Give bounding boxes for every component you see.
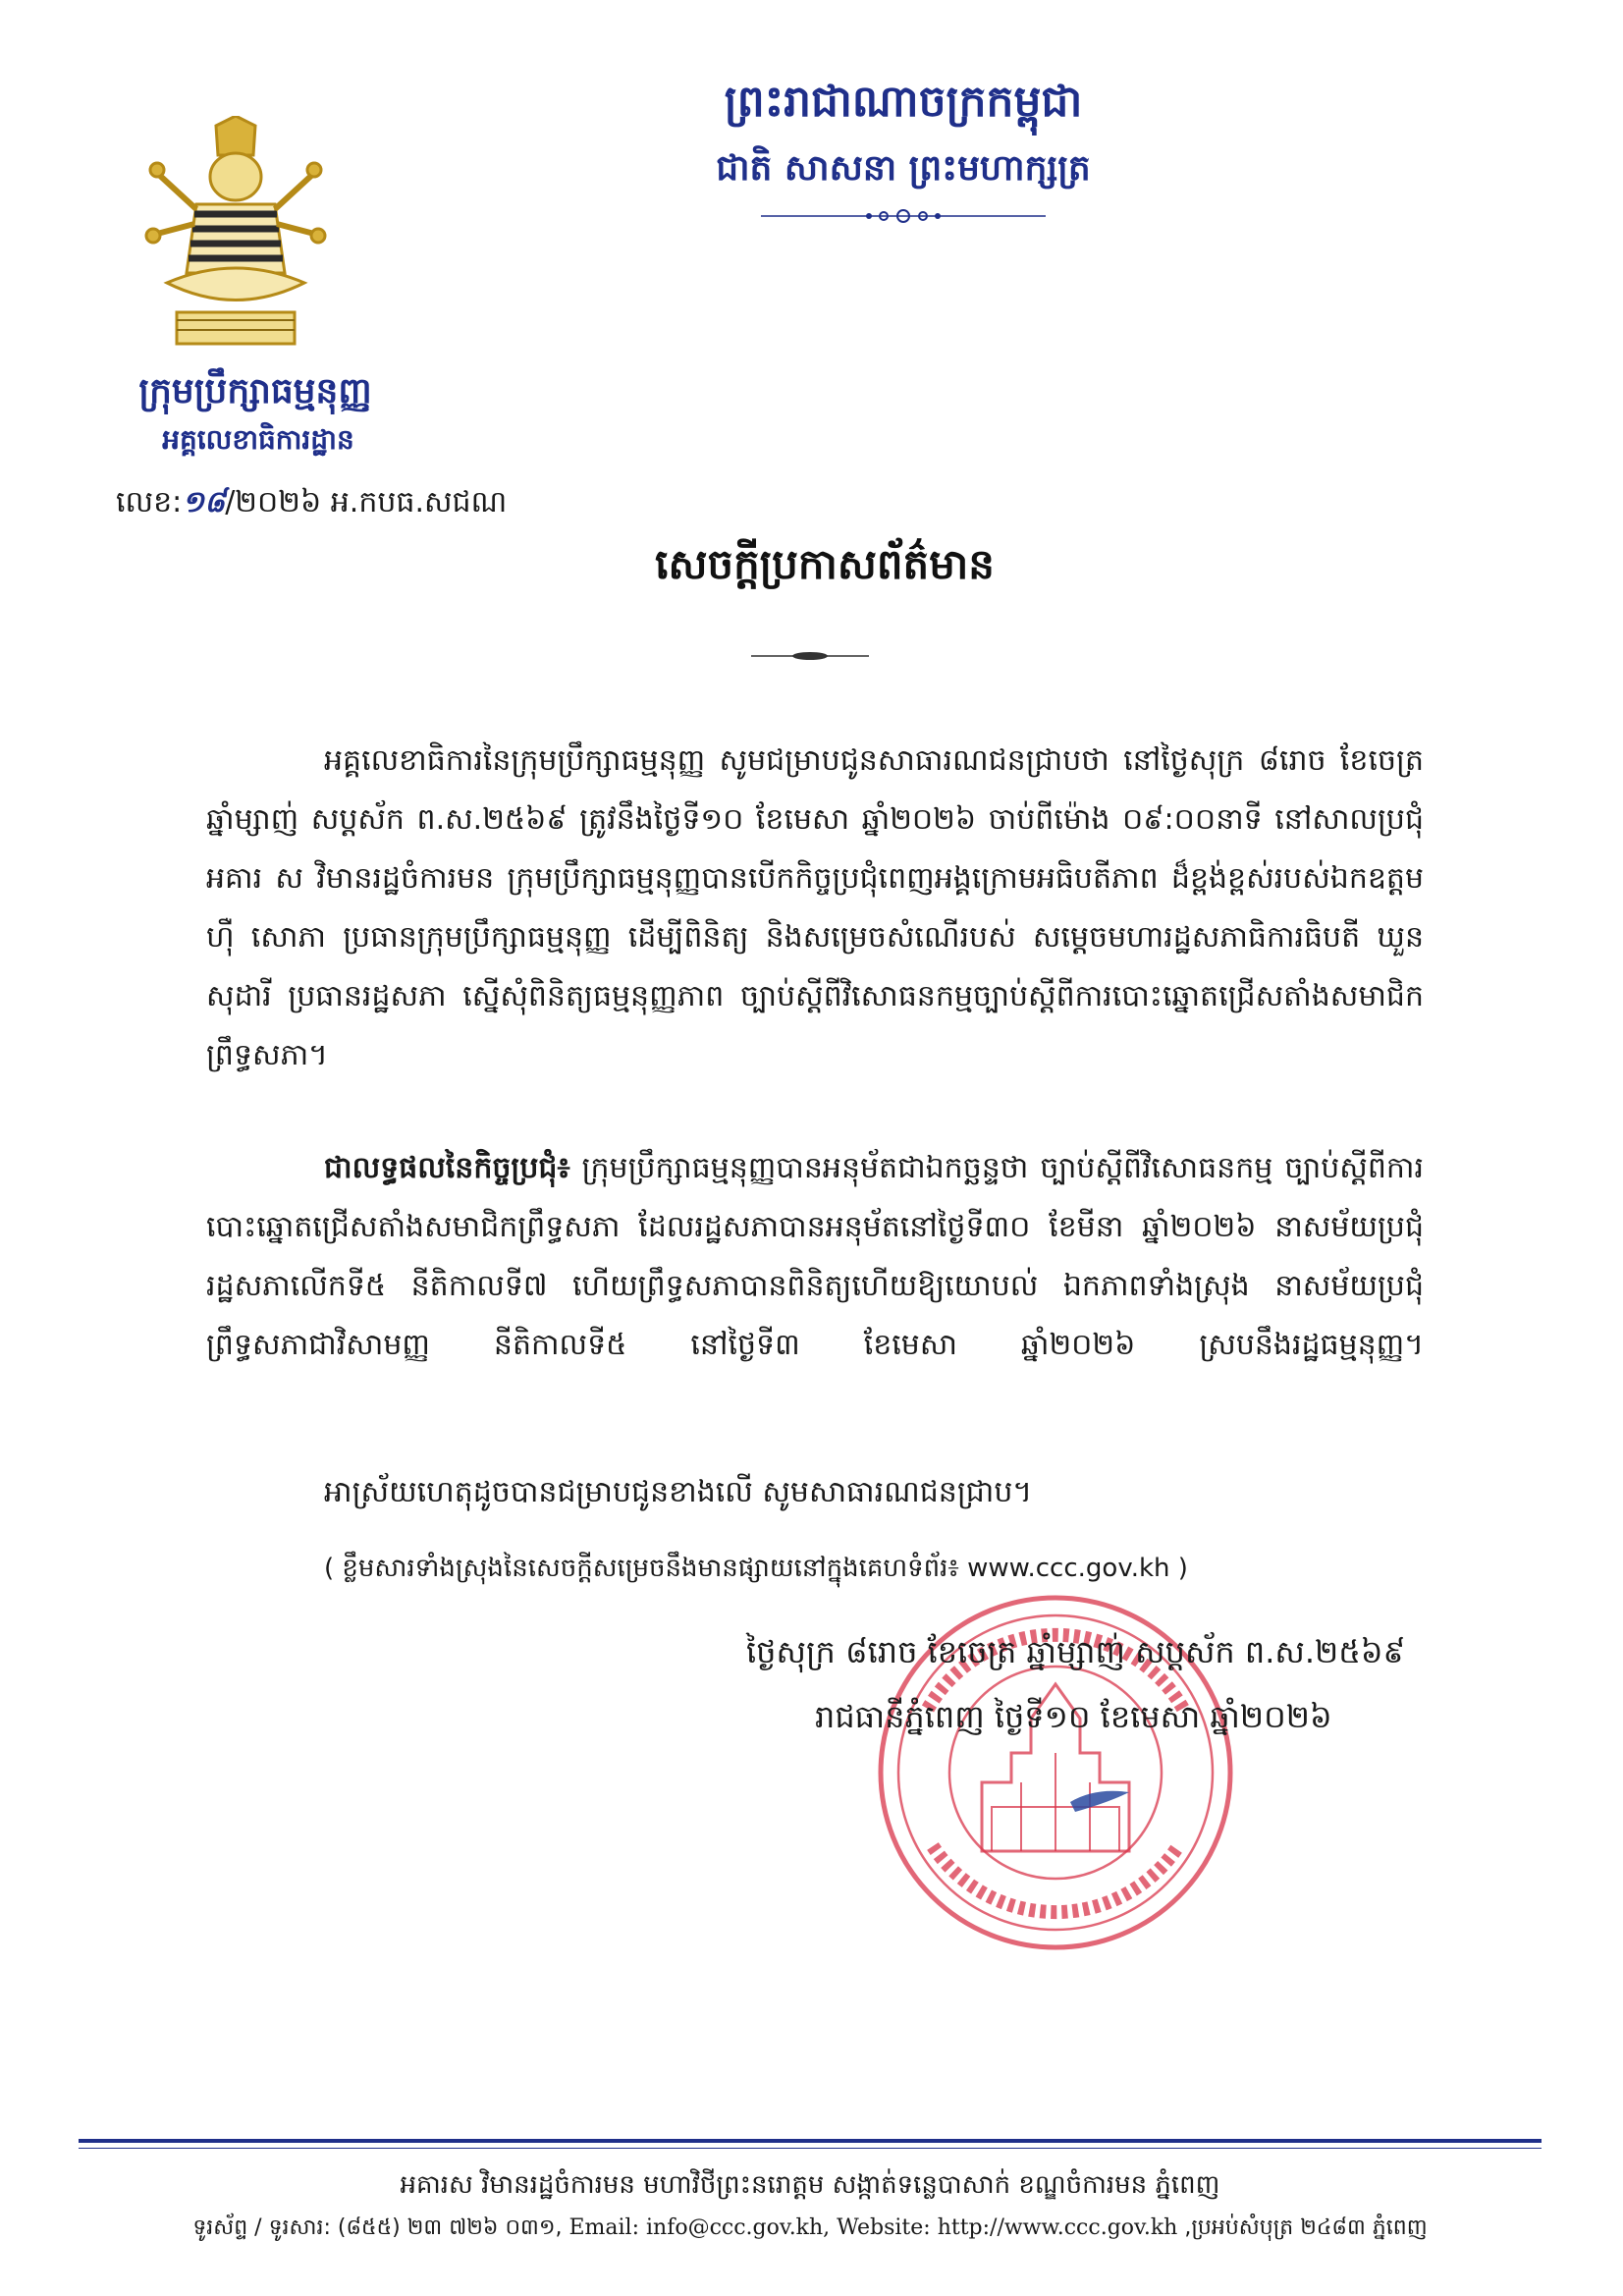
footer-rule-thin — [79, 2148, 1542, 2149]
reference-number — [116, 483, 507, 526]
paragraph-closing: អាស្រ័យហេតុដូចបានជម្រាបជូនខាងលើ សូមសាធារណជនជ្រាប។ — [324, 1475, 1033, 1509]
footer-website: Website: http://www.ccc.gov.kh — [830, 2215, 1178, 2240]
ornament-divider-icon — [761, 204, 1046, 228]
deity-emblem-logo — [137, 116, 334, 361]
result-text: ក្រុមប្រឹក្សាធម្មនុញ្ញបានអនុម័តជាឯកច្ឆន្ទថា ច្បាប់ស្តីពីវិសោធនកម្ម ច្បាប់ស្តីពីការបោះឆ្នោតជ្រើសតាំងសមាជិកព្រឹទ្ធសភា ដែលរដ្ឋសភាបានអនុម័តនៅថ្ងៃទី៣០ ខែមីនា ឆ្នាំ២០២៦ នាសម័យប្រជុំរដ្ឋសភាលើកទី៥ នីតិកាលទី៧ ហើយព្រឹទ្ធសភាបានពិនិត្យហើយឱ្យយោបល់ ឯកភាពទាំងស្រុង នាសម័យប្រជុំព្រឹទ្ធសភាជាវិសាមញ្ញ នីតិកាលទី៥ នៅថ្ងៃទី៣ ខែមេសា ឆ្នាំ២០២៦ ស្របនឹងរដ្ឋធម្មនុញ្ញ។ — [206, 1151, 1424, 1362]
organization-name: ក្រុមប្រឹក្សាធម្មនុញ្ញ — [138, 371, 372, 411]
solar-date: រាជធានីភ្នំពេញ ថ្ងៃទី១០ ខែមេសា ឆ្នាំ២០២៦ — [815, 1698, 1332, 1735]
result-lead: ជាលទ្ធផលនៃកិច្ចប្រជុំ៖ — [324, 1151, 570, 1185]
footer-address: អគារស វិមានរដ្ឋចំការមន មហាវិថីព្រះនរោត្តម សង្កាត់ទន្លេបាសាក់ ខណ្ឌចំការមន ភ្នំពេញ — [400, 2170, 1220, 2200]
kingdom-heading: ព្រះរាជាណាចក្រកម្ពុជា — [724, 77, 1083, 127]
national-motto: ជាតិ សាសនា ព្រះមហាក្សត្រ — [716, 148, 1091, 189]
paragraph-result — [206, 1139, 1424, 1375]
footer-phone-label: ទូរស័ព្ទ / ទូរសារ: — [192, 2215, 338, 2240]
title-divider-icon — [751, 648, 869, 664]
reference-handwritten-number: ១៨ — [182, 485, 226, 519]
reference-label: លេខ: — [116, 485, 183, 519]
paragraph-announcement: អគ្គលេខាធិការនៃក្រុមប្រឹក្សាធម្មនុញ្ញ សូមជម្រាបជូនសាធារណជនជ្រាបថា នៅថ្ងៃសុក្រ ៨រោច ខែចេត្រ ឆ្នាំម្សាញ់ សប្តស័ក ព.ស.២៥៦៩ ត្រូវនឹងថ្ងៃទី១០ ខែមេសា ឆ្នាំ២០២៦ ចាប់ពីម៉ោង ០៩:០០នាទី នៅសាលប្រជុំអគារ ស វិមានរដ្ឋចំការមន ក្រុមប្រឹក្សាធម្មនុញ្ញបានបើកកិច្ចប្រជុំពេញអង្គក្រោមអធិបតីភាព ដ៏ខ្ពង់ខ្ពស់របស់ឯកឧត្តម ហ៊ឺ សោភា ប្រធានក្រុមប្រឹក្សាធម្មនុញ្ញ ដើម្បីពិនិត្យ និងសម្រេចសំណើរបស់ សម្តេចមហារដ្ឋសភាធិការធិបតី ឃួន សុដារី ប្រធានរដ្ឋសភា ស្នើសុំពិនិត្យធម្មនុញ្ញភាព ច្បាប់ស្តីពីវិសោធនកម្មច្បាប់ស្តីពីការបោះឆ្នោតជ្រើសតាំងសមាជិកព្រឹទ្ធសភា។ — [206, 743, 1424, 1072]
organization-department: អគ្គលេខាធិការដ្ឋាន — [162, 423, 354, 456]
footer-pobox: ,ប្រអប់សំបុត្រ ២៤៨៣ ភ្នំពេញ — [1177, 2215, 1428, 2240]
document-title: សេចក្តីប្រកាសព័ត៌មាន — [655, 540, 995, 588]
lunar-date: ថ្ងៃសុក្រ ៨រោច ខែចេត្រ ឆ្នាំម្សាញ់ សប្តស័ក ព.ស.២៥៦៩ — [746, 1633, 1406, 1670]
footer-email: Email: info@ccc.gov.kh, — [562, 2215, 831, 2240]
footer-phone: (៨៥៥) ២៣ ៧២៦ ០៣១, — [337, 2215, 563, 2240]
reference-suffix: /២០២៦ អ.កបធ.សជណ — [225, 485, 508, 519]
footer-rule-thick — [79, 2139, 1542, 2143]
footer-contact — [79, 2214, 1542, 2245]
website-note: ( ខ្លឹមសារទាំងស្រុងនៃសេចក្តីសម្រេចនឹងមានផ្សាយនៅក្នុងគេហទំព័រ៖ www.ccc.gov.kh ) — [324, 1554, 1188, 1583]
